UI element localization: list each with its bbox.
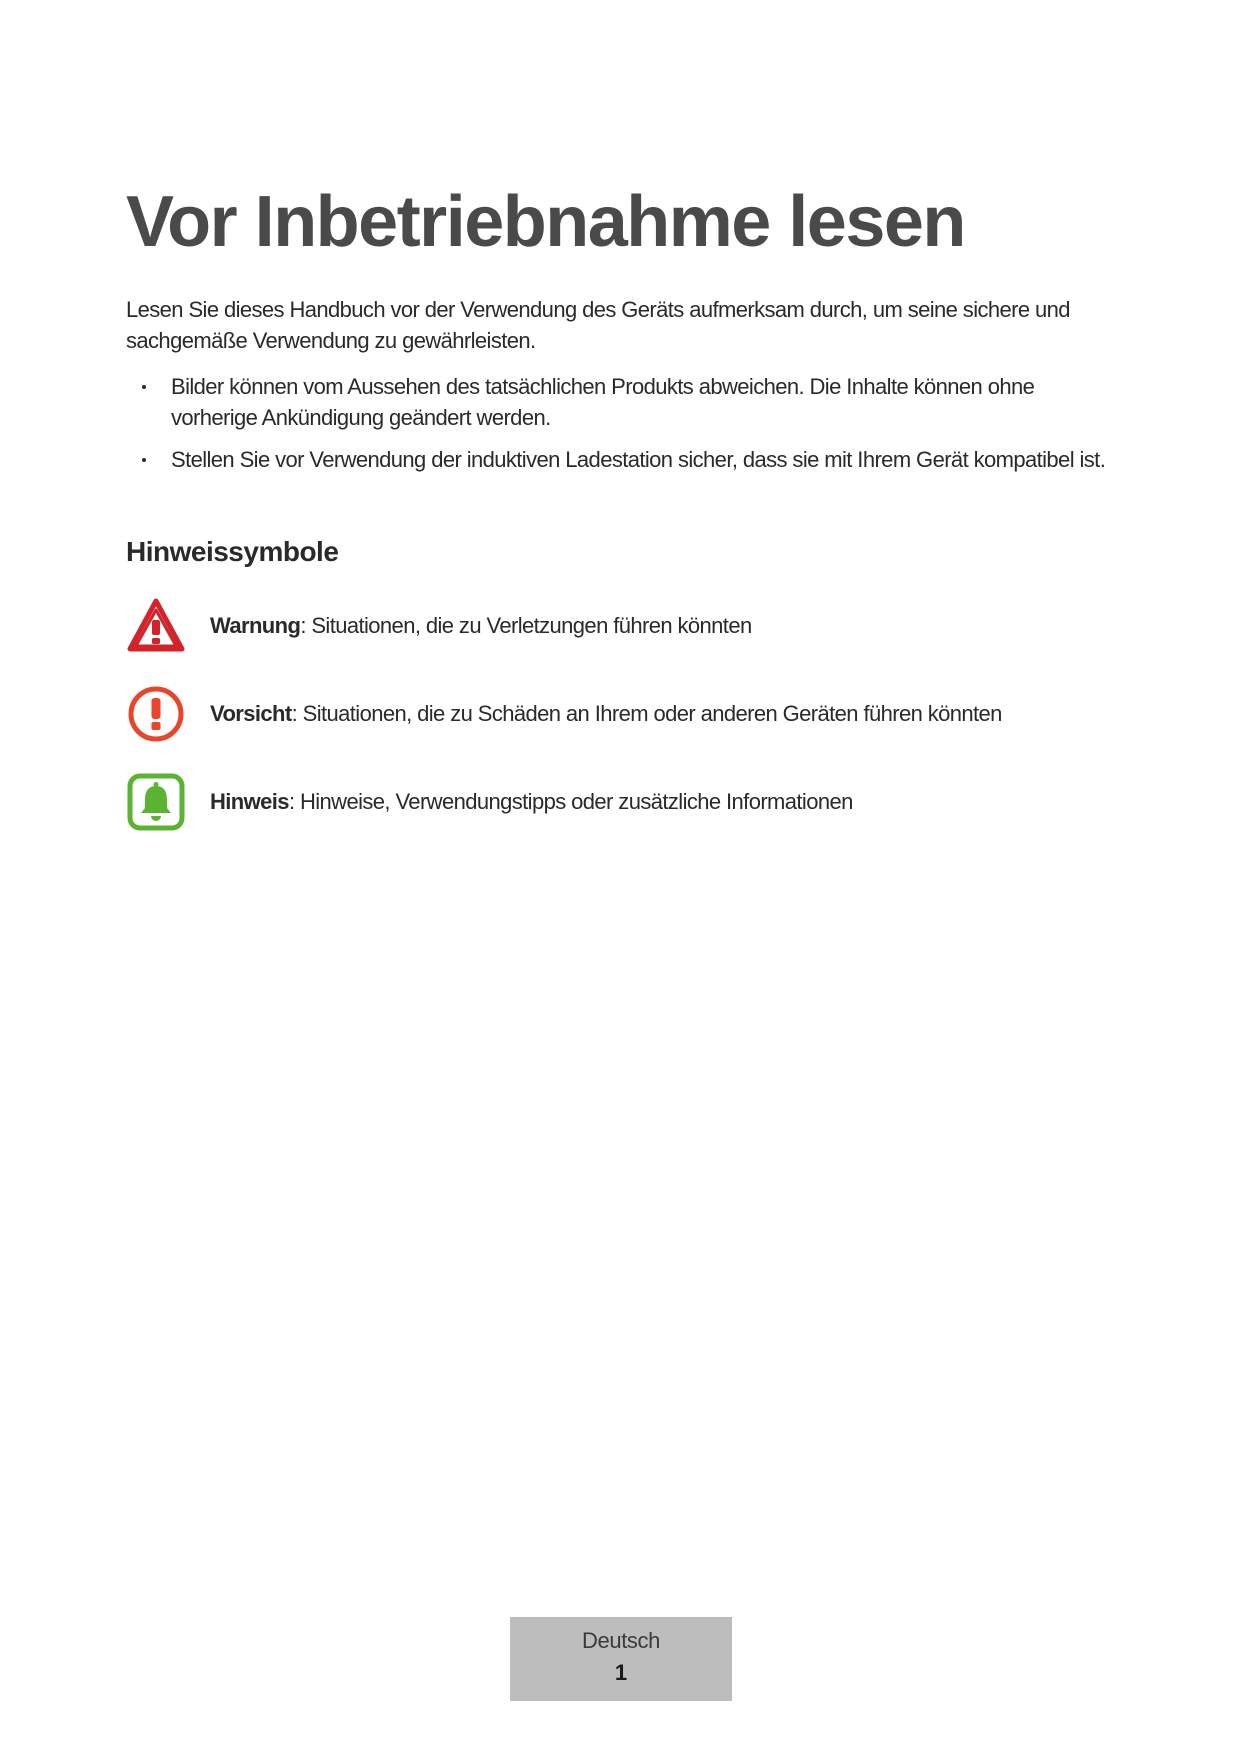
bullet-text: Stellen Sie vor Verwendung der induktiven Ladestation sicher, dass sie mit Ihrem Gerät kompatibel ist. (171, 447, 1106, 472)
notice-label: Warnung (210, 613, 301, 638)
notice-label: Hinweis (210, 789, 289, 814)
intro-paragraph: Lesen Sie dieses Handbuch vor der Verwendung des Geräts aufmerksam durch, um seine sichere und sachgemäße Verwendung zu gewährleisten. (126, 297, 1070, 353)
warning-triangle-icon (126, 596, 186, 656)
bullet-dot-icon (142, 458, 146, 462)
bullet-list (126, 371, 1116, 486)
notice-note-text (210, 789, 853, 815)
note-bell-icon (126, 772, 186, 832)
list-item (126, 444, 1116, 475)
page-title: Vor Inbetriebnahme lesen (126, 182, 965, 262)
notice-description: : Hinweise, Verwendungstipps oder zusätzliche Informationen (288, 789, 853, 814)
notice-description: : Situationen, die zu Schäden an Ihrem oder anderen Geräten führen könnten (291, 701, 1002, 726)
notice-note (126, 772, 1126, 832)
notice-label: Vorsicht (210, 701, 292, 726)
caution-circle-icon (126, 684, 186, 744)
notice-description: : Situationen, die zu Verletzungen führen könnten (300, 613, 752, 638)
bullet-dot-icon (142, 385, 146, 389)
page-footer (510, 1617, 732, 1701)
notice-warning-text (210, 613, 752, 639)
bullet-text: Bilder können vom Aussehen des tatsächlichen Produkts abweichen. Die Inhalte können ohne vorherige Ankündigung geändert werden. (171, 374, 1035, 430)
notice-symbols-heading: Hinweissymbole (126, 536, 339, 567)
footer-language: Deutsch (582, 1628, 660, 1653)
notice-caution-text (210, 701, 1002, 727)
list-item (126, 371, 1116, 433)
notice-caution (126, 684, 1126, 744)
page-number: 1 (614, 1660, 628, 1685)
notice-warning (126, 596, 1126, 656)
